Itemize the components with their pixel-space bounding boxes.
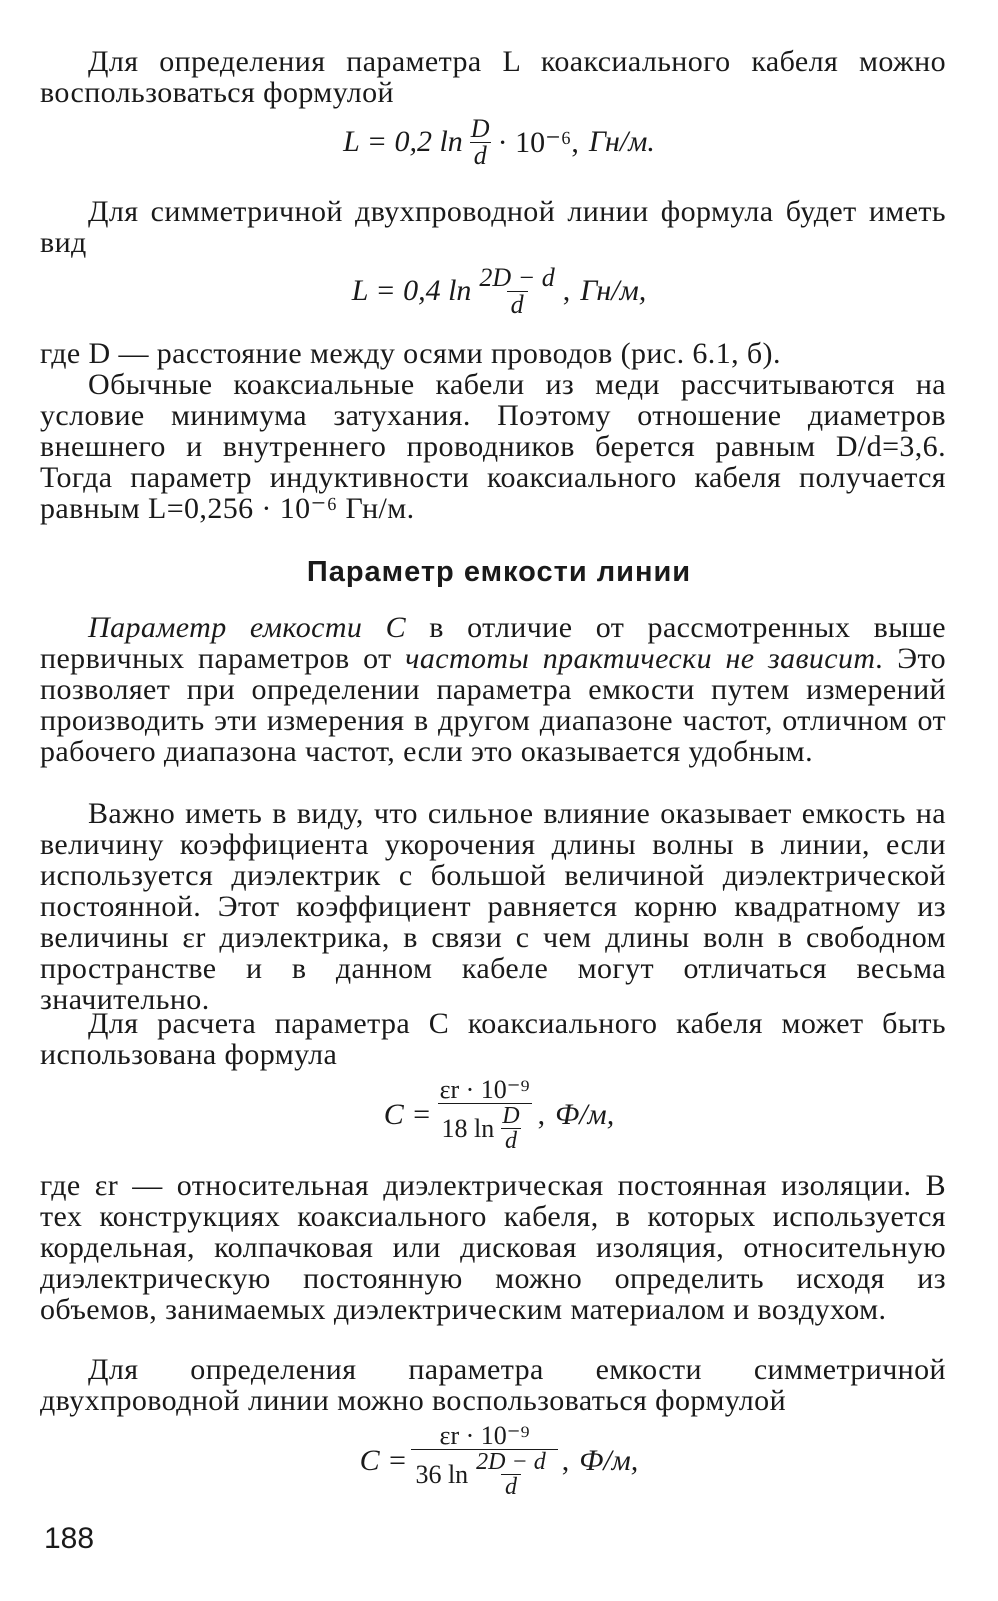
text-span: в отличие от рассмотренных выше первичных параметров от	[40, 611, 946, 675]
formula-unit: Гн/м,	[580, 274, 647, 307]
formula-unit: Ф/м,	[579, 1444, 639, 1477]
denominator-log: 18 ln	[441, 1113, 495, 1143]
formula-unit: Гн/м.	[588, 125, 655, 158]
formula-separator: ,	[561, 1444, 570, 1477]
paragraph-twowire-intro: Для симметричной двухпроводной линии формула будет иметь вид	[40, 195, 946, 259]
formula-twowire-capacitance	[0, 1416, 998, 1506]
formula-coax-capacitance	[0, 1070, 998, 1160]
formula-multiplier: · 10⁻⁶,	[497, 125, 579, 159]
page-number: 188	[44, 1522, 95, 1555]
inner-fraction	[498, 1104, 523, 1153]
paragraph-coax-copper: Обычные коаксиальные кабели из меди рассчитываются на условие минимума затухания. Поэтому отношение диаметров внешнего и внутреннего проводников берется равным D/d=3,6. Тогда параметр индуктивности коаксиального кабеля получается равным L=0,256 · 10⁻⁶ Гн/м.	[40, 368, 946, 525]
fraction-numerator: εr · 10⁻⁹	[439, 1421, 530, 1450]
formula-fraction	[436, 1077, 534, 1153]
fraction-denominator: d	[507, 291, 528, 318]
fraction-numerator: εr · 10⁻⁹	[439, 1075, 530, 1104]
italic-emphasis: частоты практически не зависит.	[405, 642, 884, 675]
formula-lhs: L = 0,4 ln	[351, 274, 472, 307]
fraction-denominator	[411, 1449, 557, 1499]
paragraph-coax-capacitance-intro: Для расчета параметра C коаксиального кабеля может быть использована формула	[40, 1007, 946, 1071]
formula-separator: ,	[562, 274, 571, 307]
formula-lhs: C =	[359, 1444, 408, 1477]
formula-fraction	[467, 113, 494, 170]
inner-denominator: d	[501, 1128, 521, 1153]
paragraph-shortening-factor: Важно иметь в виду, что сильное влияние оказывает емкость на величину коэффициента укорочения длины волны в линии, если используется диэлектрик с большой величиной диэлектрической постоянной. Этот коэффициент равняется корню квадратному из величины εr диэлектрика, в связи с чем длины волн в свободном пространстве и в данном кабеле могут отличаться весьма значительно.	[40, 797, 946, 1016]
formula-lhs: C =	[383, 1098, 432, 1131]
formula-fraction	[475, 262, 558, 319]
formula-unit: Ф/м,	[555, 1098, 615, 1131]
section-heading: Параметр емкости линии	[306, 556, 692, 588]
fraction-denominator	[438, 1103, 532, 1153]
formula-coax-inductance	[0, 112, 998, 172]
paragraph-capacitance-intro	[40, 612, 946, 767]
inner-denominator: d	[501, 1474, 521, 1499]
paragraph-where-d: где D — расстояние между осями проводов (рис. 6.1, б).	[40, 337, 781, 370]
inner-numerator: D	[502, 1103, 520, 1129]
paragraph-epsilon-definition: где εr — относительная диэлектрическая постоянная изоляции. В тех конструкциях коаксиального кабеля, в которых используется кордельная, колпачковая или дисковая изоляция, относительную диэлектрическую постоянную можно определить исходя из объемов, занимаемых диэлектрическим материалом и воздухом.	[40, 1169, 946, 1326]
denominator-log: 36 ln	[415, 1459, 469, 1489]
fraction-numerator: 2D − d	[479, 262, 555, 292]
paragraph-twowire-capacitance-intro: Для определения параметра емкости симметричной двухпроводной линии можно воспользоваться формулой	[40, 1353, 946, 1417]
fraction-denominator: d	[470, 142, 491, 169]
inner-fraction	[472, 1450, 550, 1499]
paragraph-inductance-intro: Для определения параметра L коаксиального кабеля можно воспользоваться формулой	[40, 45, 946, 109]
formula-fraction	[411, 1423, 557, 1499]
inner-numerator: 2D − d	[476, 1449, 546, 1475]
formula-twowire-inductance	[0, 260, 998, 322]
text-span: Это позволяет при определении параметра емкости путем измерений производить эти измерения в другом диапазоне частот, отличном от рабочего диапазона частот, если это оказывается удобным.	[40, 642, 946, 768]
formula-separator: ,	[537, 1098, 546, 1131]
fraction-numerator: D	[470, 113, 490, 143]
italic-term: Параметр емкости C	[88, 611, 406, 644]
formula-lhs: L = 0,2 ln	[343, 125, 463, 158]
